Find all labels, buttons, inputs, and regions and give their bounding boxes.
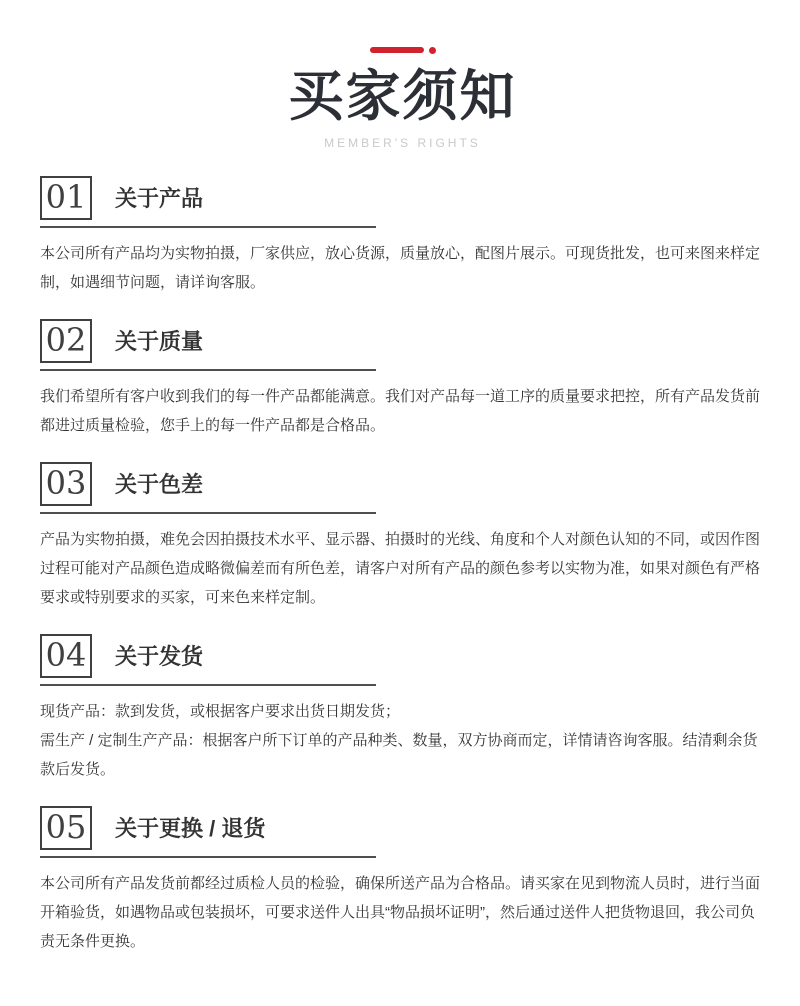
- page-subtitle: MEMBER'S RIGHTS: [324, 135, 481, 150]
- section-paragraph: 需生产 / 定制生产产品：根据客户所下订单的产品种类、数量，双方协商而定，详情请咨询客服。结清剩余货款后发货。: [40, 731, 758, 778]
- section-header: [40, 634, 765, 678]
- section-paragraph: 我们希望所有客户收到我们的每一件产品都能满意。我们对产品每一道工序的质量要求把控，所有产品发货前都进过质量检验，您手上的每一件产品都是合格品。: [40, 387, 761, 434]
- section-paragraph: 本公司所有产品发货前都经过质检人员的检验，确保所送产品为合格品。请买家在见到物流人员时，进行当面开箱验货，如遇物品或包装损坏，可要求送件人出具“物品损坏证明”，然后通过送件人把货物退回，我公司负责无条件更换。: [40, 874, 761, 950]
- section-paragraph: 本公司所有产品均为实物拍摄，厂家供应，放心货源，质量放心，配图片展示。可现货批发，也可来图来样定制，如遇细节问题，请详询客服。: [40, 244, 761, 291]
- section-about-quality: [40, 319, 765, 440]
- section-title: 关于色差: [115, 472, 204, 498]
- section-body: [40, 525, 765, 612]
- section-about-shipping: [40, 634, 765, 784]
- section-title: 关于产品: [115, 186, 204, 212]
- section-body: [40, 869, 765, 956]
- section-divider: [40, 684, 376, 686]
- section-number-badge: 02: [40, 319, 92, 363]
- section-number-badge: 03: [40, 462, 92, 506]
- header-decor: [40, 46, 765, 54]
- section-divider: [40, 226, 376, 228]
- section-title: 关于更换 / 退货: [115, 816, 266, 842]
- section-divider: [40, 856, 376, 858]
- section-header: [40, 176, 765, 220]
- section-header: [40, 319, 765, 363]
- red-dot-icon: [429, 47, 436, 54]
- section-header: [40, 806, 765, 850]
- page-title: 买家须知: [288, 65, 517, 127]
- section-body: [40, 239, 765, 297]
- section-divider: [40, 512, 376, 514]
- section-divider: [40, 369, 376, 371]
- section-header: [40, 462, 765, 506]
- red-dash-icon: [370, 47, 424, 53]
- section-number-badge: 05: [40, 806, 92, 850]
- section-body: [40, 382, 765, 440]
- section-number-badge: 01: [40, 176, 92, 220]
- section-title: 关于发货: [115, 644, 204, 670]
- section-paragraph: 产品为实物拍摄，难免会因拍摄技术水平、显示器、拍摄时的光线、角度和个人对颜色认知的不同，或因作图过程可能对产品颜色造成略微偏差而有所色差，请客户对所有产品的颜色参考以实物为准，如果对颜色有严格要求或特别要求的买家，可来色来样定制。: [40, 530, 761, 606]
- section-body: [40, 697, 765, 784]
- section-title: 关于质量: [115, 329, 204, 355]
- section-about-exchange-return: [40, 806, 765, 956]
- section-paragraph: 现货产品：款到发货，或根据客户要求出货日期发货；: [40, 702, 401, 720]
- section-about-product: [40, 176, 765, 297]
- section-about-color-difference: [40, 462, 765, 612]
- section-number-badge: 04: [40, 634, 92, 678]
